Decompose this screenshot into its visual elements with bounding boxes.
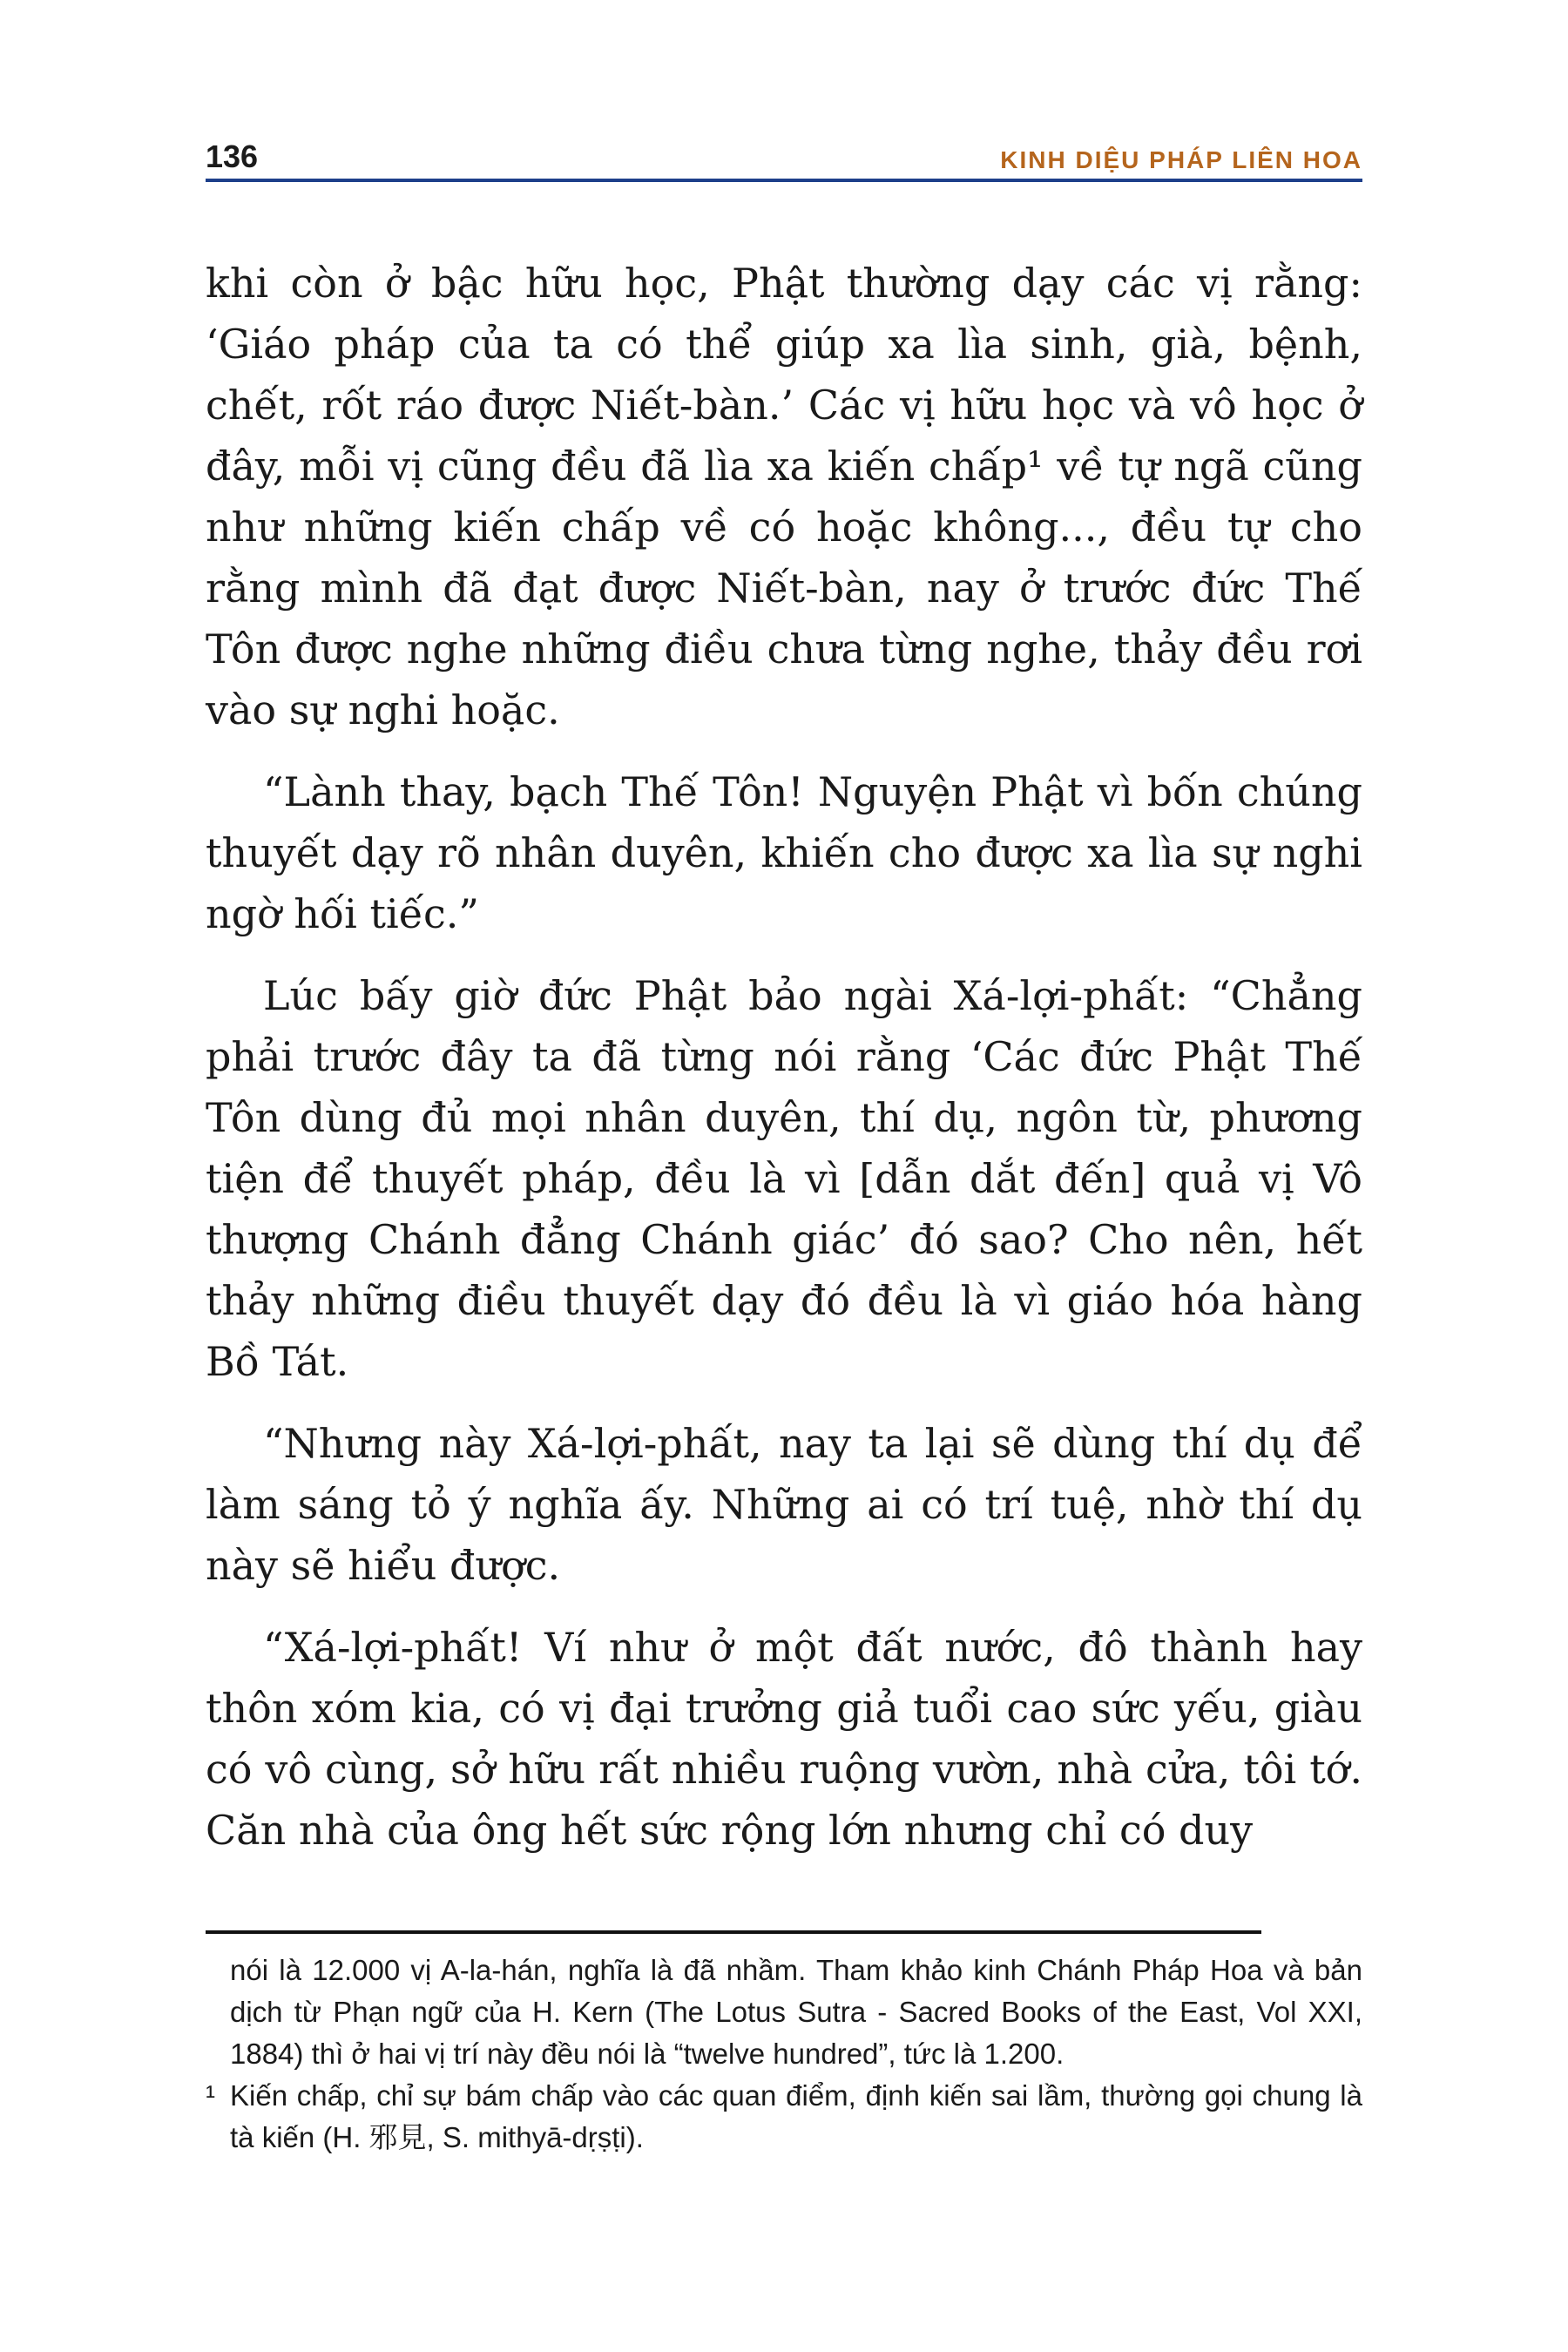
footnote-mark: ¹ — [206, 2079, 215, 2112]
paragraph: khi còn ở bậc hữu học, Phật thường dạy các vị rằng: ‘Giáo pháp của ta có thể giúp xa lìa sinh, già, bệnh, chết, rốt ráo được Niết-bàn.’ Các vị hữu học và vô học ở đây, mỗi vị cũng đều đã lìa xa kiến chấp¹ về tự ngã cũng như những kiến chấp về có hoặc không..., đều tự cho rằng mình đã đạt được Niết-bàn, nay ở trước đức Thế Tôn được nghe những điều chưa từng nghe, thảy đều rơi vào sự nghi hoặc. — [206, 260, 1362, 733]
footnote-1 — [206, 2075, 1362, 2159]
page-number: 136 — [206, 139, 259, 174]
paragraph: “Nhưng này Xá-lợi-phất, nay ta lại sẽ dùng thí dụ để làm sáng tỏ ý nghĩa ấy. Những ai có trí tuệ, nhờ thí dụ này sẽ hiểu được. — [206, 1420, 1362, 1589]
paragraph: Lúc bấy giờ đức Phật bảo ngài Xá-lợi-phất: “Chẳng phải trước đây ta đã từng nói rằng ‘Các đức Phật Thế Tôn dùng đủ mọi nhân duyên, thí dụ, ngôn từ, phương tiện để thuyết pháp, đều là vì [dẫn dắt đến] quả vị Vô thượng Chánh đẳng Chánh giác’ đó sao? Cho nên, hết thảy những điều thuyết dạy đó đều là vì giáo hóa hàng Bồ Tát. — [206, 972, 1362, 1385]
running-title: KINH DIỆU PHÁP LIÊN HOA — [1000, 146, 1362, 173]
footnote-text: Kiến chấp, chỉ sự bám chấp vào các quan điểm, định kiến sai lầm, thường gọi chung là tà kiến (H. 邪見, S. mithyā-dṛṣṭi). — [230, 2079, 1362, 2153]
body-text — [206, 253, 1362, 1882]
footnote-rule — [206, 1930, 1261, 1934]
paragraph: “Xá-lợi-phất! Ví như ở một đất nước, đô thành hay thôn xóm kia, có vị đại trưởng giả tuổi cao sức yếu, giàu có vô cùng, sở hữu rất nhiều ruộng vườn, nhà cửa, tôi tớ. Căn nhà của ông hết sức rộng lớn nhưng chỉ có duy — [206, 1624, 1362, 1854]
page-header — [206, 124, 1362, 172]
paragraph: “Lành thay, bạch Thế Tôn! Nguyện Phật vì bốn chúng thuyết dạy rõ nhân duyên, khiến cho được xa lìa sự nghi ngờ hối tiếc.” — [206, 768, 1362, 937]
footnote-continuation: nói là 12.000 vị A-la-hán, nghĩa là đã nhầm. Tham khảo kinh Chánh Pháp Hoa và bản dịch từ Phạn ngữ của H. Kern (The Lotus Sutra - Sacred Books of the East, Vol XXI, 1884) thì ở hai vị trí này đều nói là “twelve hundred”, tức là 1.200. — [230, 1954, 1362, 2070]
header-rule — [206, 179, 1362, 182]
footnotes — [206, 1950, 1362, 2159]
